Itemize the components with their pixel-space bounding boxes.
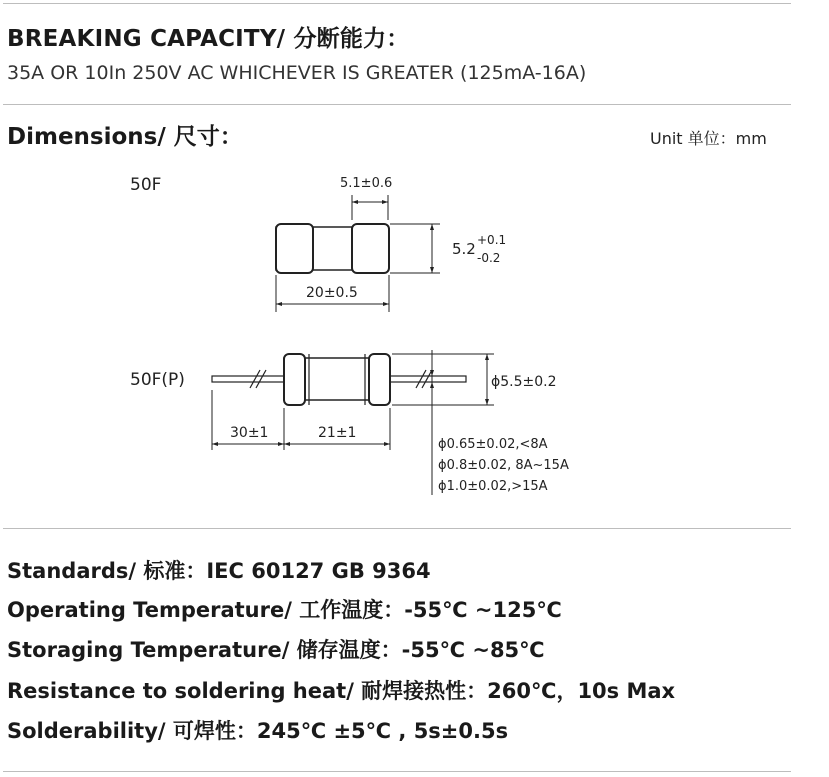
pigtail-cap-left	[284, 354, 305, 405]
diameter-label: 5.2	[452, 240, 476, 258]
solderability-line: Solderability/ 可焊性：245℃ ±5℃ , 5s±0.5s	[7, 719, 509, 743]
wire-spec-1: ϕ0.65±0.02,<8A	[438, 437, 548, 452]
model-50fp-label: 50F(P)	[130, 370, 185, 390]
bottom-divider	[3, 771, 791, 772]
fuse-cap-left	[276, 224, 313, 273]
breaking-capacity-text: 35A OR 10In 250V AC WHICHEVER IS GREATER (125mA-16A)	[7, 62, 587, 84]
wire-spec-3: ϕ1.0±0.02,>15A	[438, 479, 548, 494]
wire-arrow-bottom	[430, 382, 434, 388]
pigtail-cap-right	[369, 354, 390, 405]
len-arrow-right	[383, 302, 389, 306]
operating-temp-line: Operating Temperature/ 工作温度：-55℃ ~125℃	[7, 598, 562, 622]
lead-left	[212, 376, 284, 382]
cap-arrow-right	[382, 200, 388, 204]
diameter-minus-tol: -0.2	[477, 251, 501, 265]
pigtail-diameter-label: ϕ5.5±0.2	[491, 374, 557, 390]
breaking-capacity-title: BREAKING CAPACITY/ 分断能力：	[7, 26, 410, 52]
dia-arrow-top	[430, 224, 434, 230]
plen-arrow-3	[284, 442, 290, 446]
divider-1	[3, 104, 791, 105]
lead-length-label: 30±1	[230, 425, 269, 441]
plen-arrow-2	[278, 442, 284, 446]
soldering-heat-line: Resistance to soldering heat/ 耐焊接热性：260℃，10s Max	[7, 679, 676, 703]
standards-line: Standards/ 标准：IEC 60127 GB 9364	[7, 559, 431, 583]
cap-length-label: 5.1±0.6	[340, 176, 393, 191]
unit-label: Unit 单位：mm	[650, 129, 767, 148]
dimension-drawing	[0, 150, 829, 510]
plen-arrow-4	[384, 442, 390, 446]
storaging-temp-line: Storaging Temperature/ 储存温度：-55℃ ~85℃	[7, 638, 545, 662]
dia-arrow-bottom	[430, 267, 434, 273]
pdia-arrow-top	[485, 354, 489, 360]
cap-arrow-left	[352, 200, 358, 204]
plen-arrow-1	[212, 442, 218, 446]
wire-spec-2: ϕ0.8±0.02, 8A~15A	[438, 458, 569, 473]
pigtail-body-length-label: 21±1	[318, 425, 357, 441]
body-length-label: 20±0.5	[306, 285, 358, 301]
top-divider	[3, 3, 791, 4]
fuse-cap-right	[352, 224, 389, 273]
pdia-arrow-bottom	[485, 399, 489, 405]
divider-2	[3, 528, 791, 529]
dimensions-title: Dimensions/ 尺寸：	[7, 124, 243, 150]
diameter-plus-tol: +0.1	[477, 233, 507, 247]
model-50f-label: 50F	[130, 175, 162, 195]
len-arrow-left	[276, 302, 282, 306]
